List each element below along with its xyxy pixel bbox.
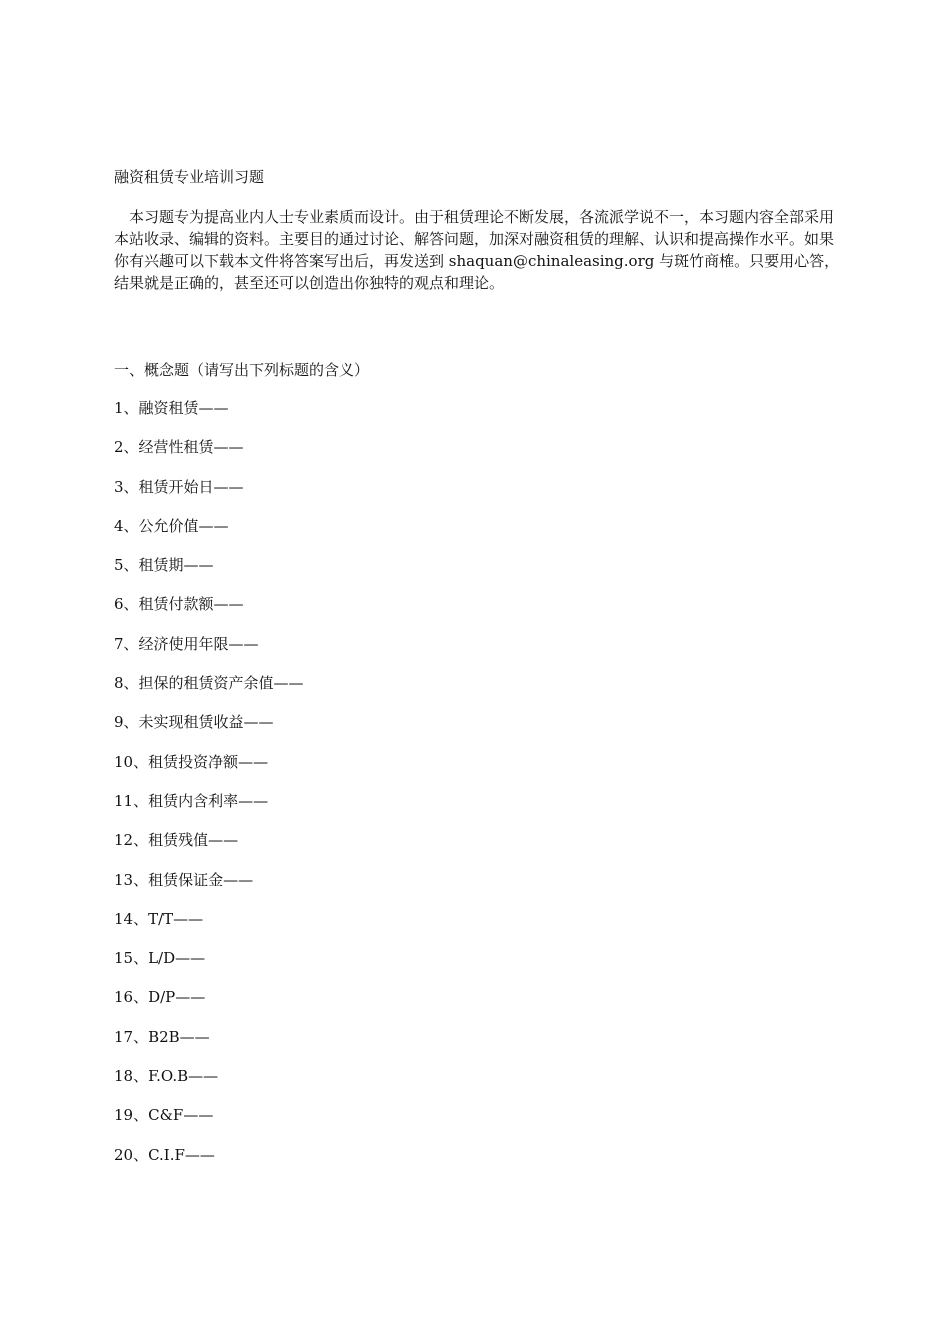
list-item: 1、融资租赁—— [114,399,229,417]
list-item: 12、租赁残值—— [114,831,239,850]
list-item: 4、公允价值—— [114,516,229,535]
list-item: 15、L/D—— [114,949,206,968]
list-item: 9、未实现租赁收益—— [114,713,274,732]
list-item: 13、租赁保证金—— [114,870,254,889]
list-item: 5、租赁期—— [114,556,214,575]
list-item: 19、C&F—— [114,1106,214,1125]
list-item: 10、租赁投资净额—— [114,752,269,771]
list-item: 8、担保的租赁资产余值—— [114,674,304,693]
list-item: 16、D/P—— [114,988,206,1007]
intro-paragraph: 本习题专为提高业内人士专业素质而设计。由于租赁理论不断发展，各流派学说不一，本习题内容全部采用本站收录、编辑的资料。主要目的通过讨论、解答问题，加深对融资租赁的理解、认识和提高操作水平。如果你有兴趣可以下载本文件将答案写出后，再发送到 shaquan@chinaleasing.org 与斑竹商榷。只要用心答，结果就是正确的，甚至还可以创造出你独特的观点和理论。 [114,208,840,292]
list-item: 18、F.O.B—— [114,1067,219,1086]
list-item: 20、C.I.F—— [114,1145,215,1164]
list-item: 14、T/T—— [114,909,204,928]
document-title: 融资租赁专业培训习题 [114,168,265,186]
section-heading: 一、概念题（请写出下列标题的含义） [114,361,370,379]
list-item: 17、B2B—— [114,1027,210,1046]
list-item: 6、租赁付款额—— [114,595,244,614]
list-item: 7、经济使用年限—— [114,634,259,653]
list-item: 11、租赁内含利率—— [114,791,269,810]
list-item: 2、经营性租赁—— [114,438,244,457]
question-list [114,398,304,1184]
list-item: 3、租赁开始日—— [114,477,244,496]
